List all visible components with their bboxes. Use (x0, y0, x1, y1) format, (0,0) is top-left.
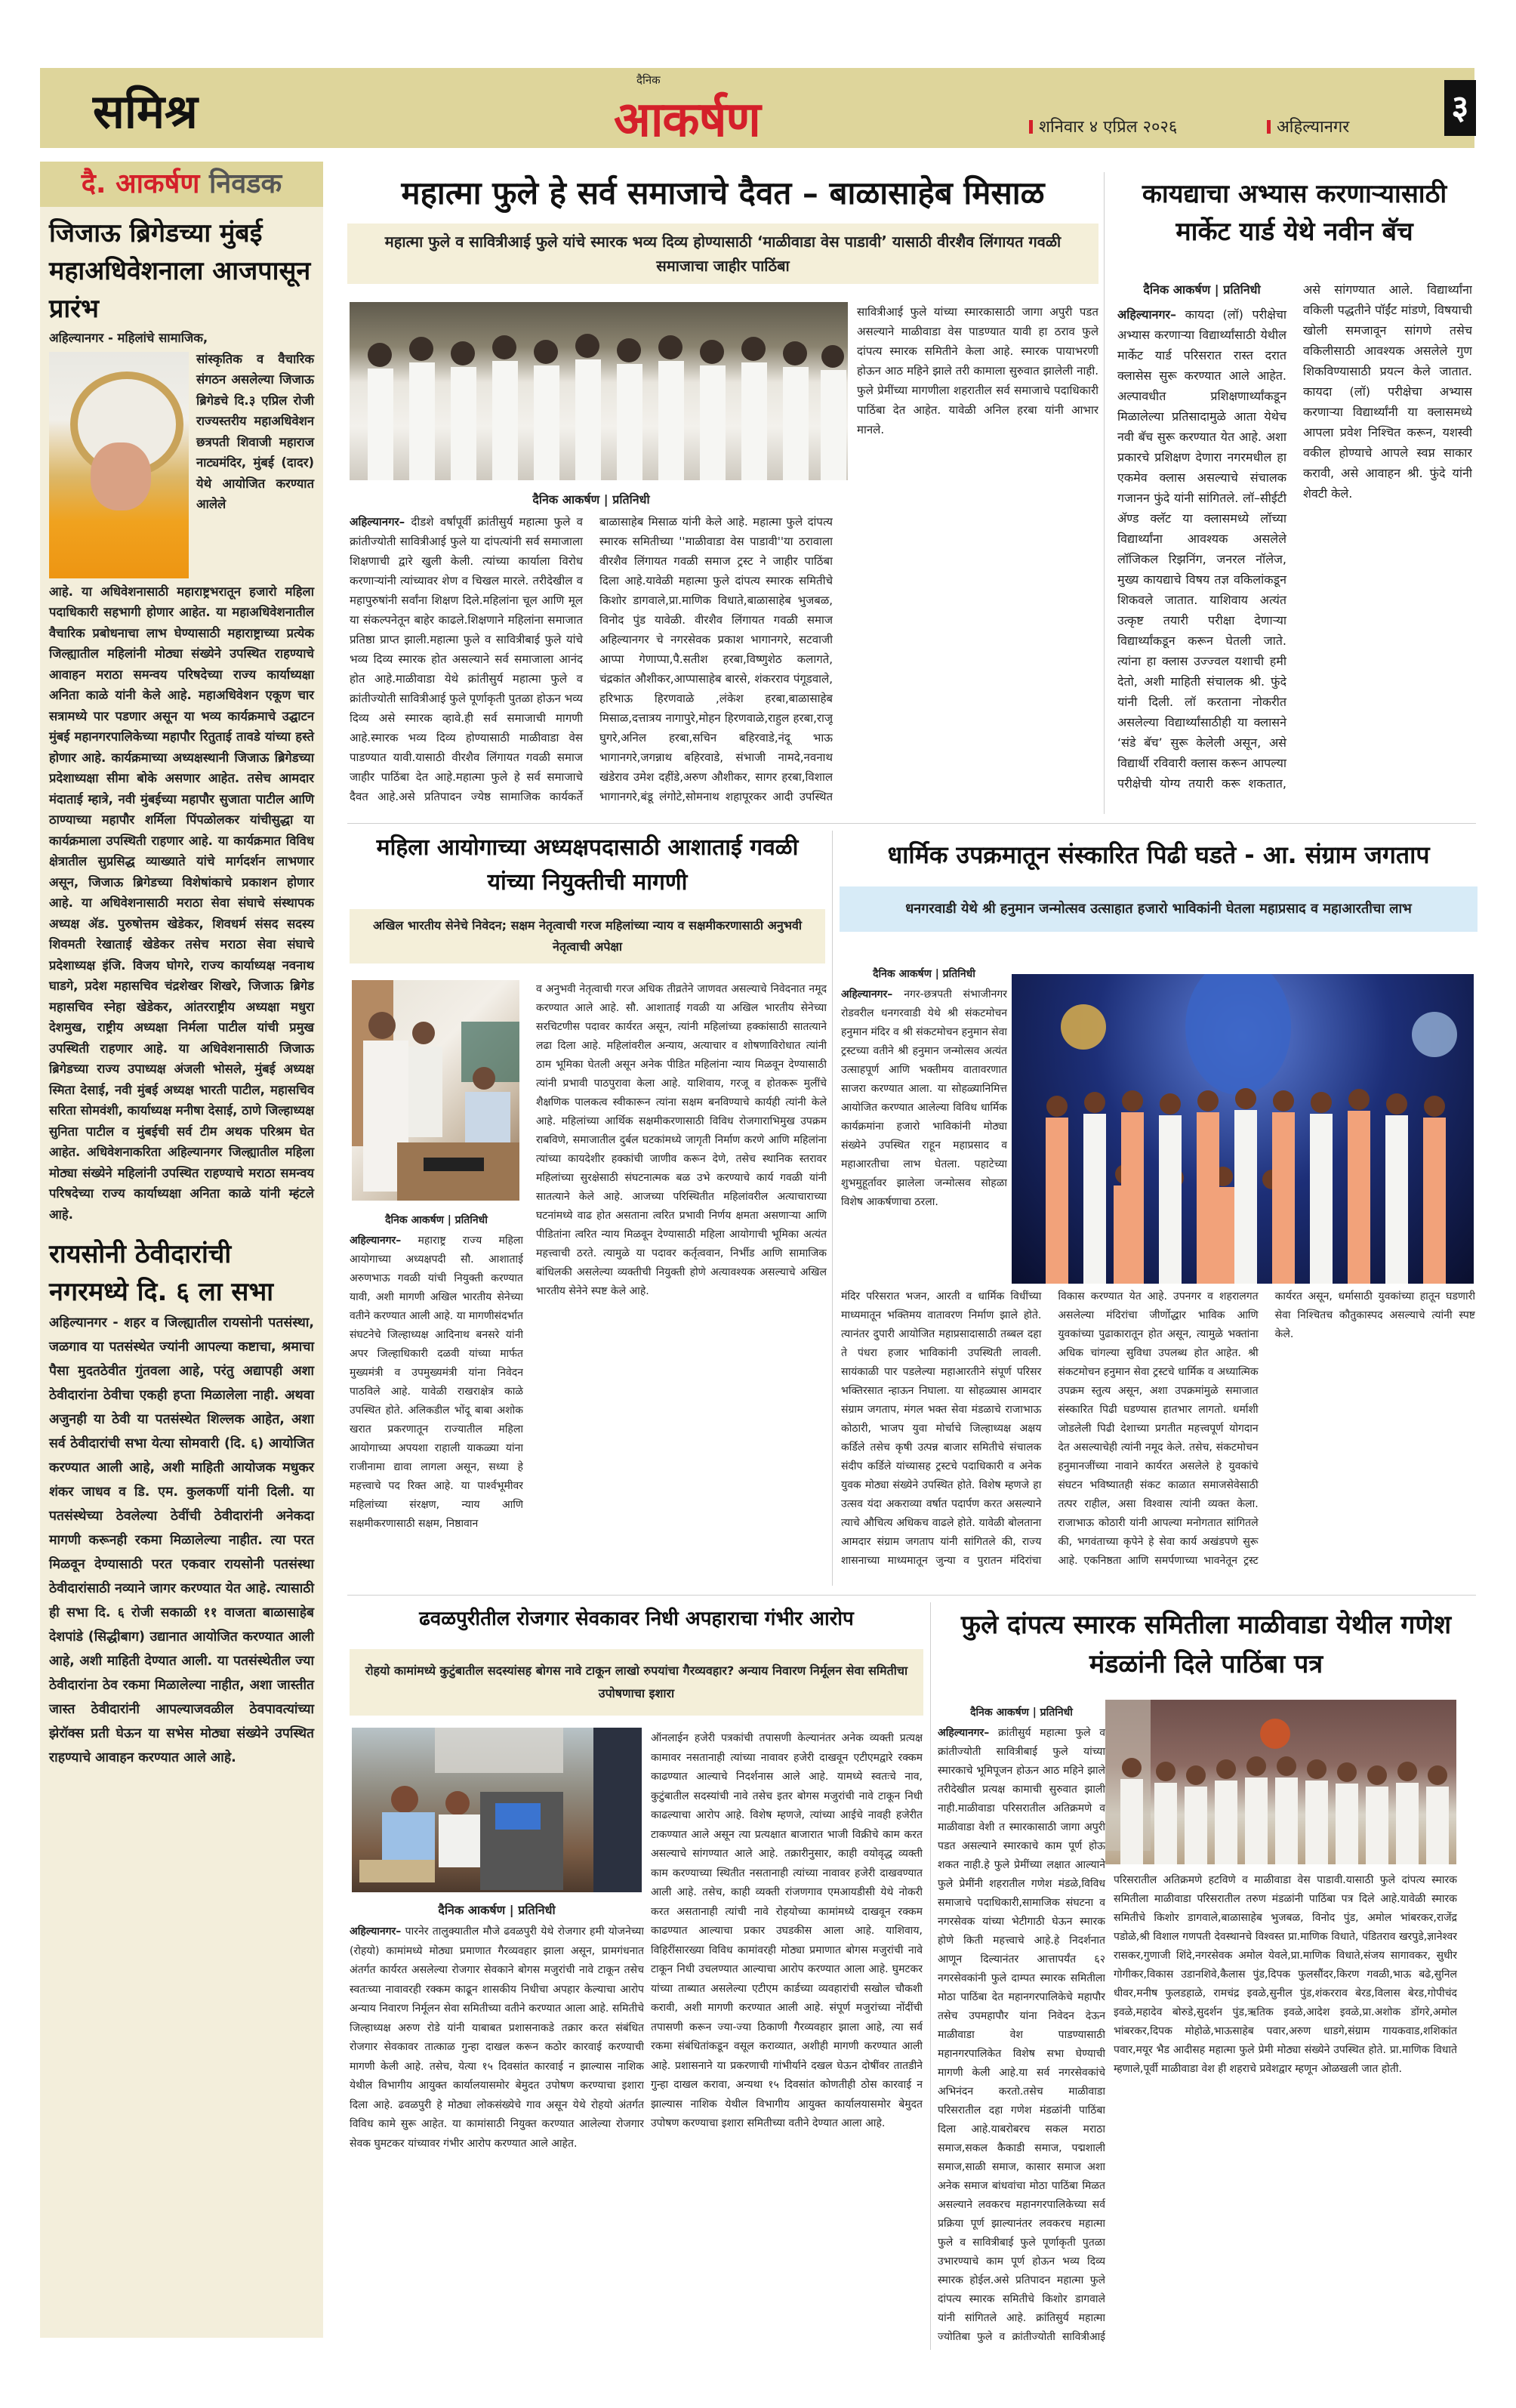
dharmik-deck: धनगरवाडी येथे श्री हनुमान जन्मोत्सव उत्साहात हजारो भाविकांनी घेतला महाप्रसाद व महाआरतीचा लाभ (840, 886, 1477, 932)
mahila-body-left-text: महाराष्ट्र राज्य महिला आयोगाच्या अध्यक्षपदी सौ. आशाताई अरुणभाऊ गवळी यांची नियुक्ती करण्यात यावी, अशी मागणी अखिल भारतीय सेनेच्या वतीने करण्यात आली आहे. या मागणीसंदर्भात संघटनेचे जिल्हाध्यक्ष आदिनाथ बनसरे यांनी अपर जिल्हाधिकारी दळवी यांच्या मार्फत मुख्यमंत्री व उपमुख्यमंत्री यांना निवेदन पाठविले आहे. यावेळी राखराक्षेत्र काळे उपस्थित होते. अलिकडील भोंदू बाबा अशोक खरात प्रकरणातून राज्यातील महिला आयोगाच्या अपयशा राहाली याकळ्या यांना राजीनामा द्यावा लागला असून, सध्या हे महत्त्वाचे पद रिक्त आहे. या पार्श्वभूमीवर महिलांच्या संरक्षण, न्याय आणि सक्षमीकरणासाठी सक्षम, निष्ठावान (350, 1235, 523, 1530)
mahila-headline: महिला आयोगाच्या अध्यक्षपदासाठी आशाताई गवळी यांच्या नियुक्तीची मागणी (376, 834, 799, 896)
ganesh-memorial-photo (1105, 1700, 1456, 1864)
rohayo-body-right: ऑनलाईन हजेरी पत्रकांची तपासणी केल्यानंतर अनेक व्यक्ती प्रत्यक्ष कामावर नसतानाही त्यांच्या नावावर हजेरी दाखवून एटीएमद्वारे रक्कम काढण्यात आल्याचे निदर्शनास आले आहे. यामध्ये स्वतःचे नाव, कुटुंबातील सदस्यांची नावे तसेच इतर बोगस मजुरांची नावे टाकून निधी काढल्याचा आरोप आहे. विशेष म्हणजे, त्यांच्या आईचे नावही हजेरीत टाकण्यात आले असून त्या प्रत्यक्षात बाजारात भाजी विक्रीचे काम करत असल्याचे सांगण्यात आले आहे. तक्रारीनुसार, काही वयोवृद्ध व्यक्ती काम करण्याच्या स्थितीत नसतानाही त्यांच्या नावावर हजेरी दाखवण्यात आली आहे. तसेच, काही व्यक्ती रांजणगाव एमआयडीसी येथे नोकरी करत असतानाही त्यांची नावे रोहयोच्या कामांमध्ये दाखवून रक्कम काढण्यात आल्याचा प्रकार उघडकीस आला आहे. याशिवाय, विहिरींसारख्या विविध कामांवरही मोठ्या प्रमाणात बोगस मजुरांची नावे टाकून निधी उचलण्यात आल्याचा आरोप करण्यात आला आहे. घुमटकर यांच्या ताब्यात असलेल्या एटीएम कार्डच्या व्यवहारांची सखोल चौकशी करावी, अशी मागणी करण्यात आली आहे. संपूर्ण मजुरांच्या नोंदींची तपासणी करून ज्या-ज्या ठिकाणी गैरव्यवहार झाला आहे, त्या सर्व रकमा संबंधितांकडून वसूल कराव्यात, अशीही मागणी करण्यात आली आहे. प्रशासनाने या प्रकरणाची गांभीर्याने दखल घेऊन दोषींवर तातडीने गुन्हा दाखल करावा, अन्यथा १५ दिवसांत कोणतीही ठोस कारवाई न झाल्यास नाशिक येथील विभागीय आयुक्त कार्यालयासमोर बेमुदत उपोषण करण्याचा इशारा समितीच्या वतीने देण्यात आला आहे. (651, 1732, 923, 2129)
phule-body-text-continued: सावित्रीआई फुले यांच्या स्मारकासाठी जागा अपुरी पडत असल्याने माळीवाडा वेस पाडण्यात यावी हा ठराव फुले दांपत्य स्मारक समितीने केला आहे. स्मारक पायाभरणी होऊन आठ महिने झाले तरी कामाला सुरुवात झालेली नाही. फुले प्रेमींच्या मागणीला शहरातील सर्व समाजाचे पदाधिकारी पाठिंबा देत आहेत. यावेळी अनिल हरबा यांनी आभार मानले. (857, 305, 1098, 436)
article-rohayo (350, 1602, 923, 1716)
newspaper-logo: आकर्षण (614, 91, 760, 148)
ganesh-body-left (938, 1724, 1105, 2348)
column-divider (832, 831, 833, 1586)
dharmik-bottom-wrap (841, 1287, 1475, 1586)
phule-body-text: दीडशे वर्षांपूर्वी क्रांतीसुर्य महात्मा फुले व क्रांतीज्योती सावित्रीआई फुले या दांपत्यांनी सर्व समाजाला शिक्षणाची द्वारे खुली केली. त्यांच्या कार्याला विरोध करणाऱ्यांनी त्यांच्यावर शेण व चिखल मारले. तरीदेखील व महापुरुषांनी सर्वांना शिक्षण दिले.महिलांना चूल आणि मूल या संकल्पनेतून बाहेर काढले.शिक्षणाने महिलांना समाजात प्रतिष्ठा प्राप्त झाली.महात्मा फुले व सावित्रीबाई फुले यांचे भव्य दिव्य स्मारक होत असल्याने सर्व समाजाला आनंद होत आहे.माळीवाडा येथे क्रांतीसुर्य महात्मा फुले व क्रांतीज्योती सावित्रीआई फुले पूर्णाकृती पुतळा होऊन भव्य दिव्य असे स्मारक व्हावे.ही सर्व समाजाची मागणी आहे.स्मारक भव्य दिव्य होण्यासाठी माळीवाडा वेस पाडण्यात यावी.यासाठी वीरशैव लिंगायत गवळी समाज जाहीर पाठिंबा देत आहे.महात्मा फुले हे सर्व समाजाचे दैवत आहे.असे प्रतिपादन ज्येष्ठ सामाजिक कार्यकर्ते बाळासाहेब मिसाळ यांनी केले आहे. महात्मा फुले दांपत्य स्मारक समितीच्या ''माळीवाडा वेस पाडावी''या ठरावाला वीरशैव लिंगायत गवळी समाज ट्रस्ट ने जाहीर पाठिंबा दिला आहे.यावेळी महात्मा फुले दांपत्य स्मारक समितीचे किशोर डागवाले,प्रा.माणिक विधाते,बाळासाहेब भुजबळ, विनोद पुंड यावेळी. वीरशैव लिंगायत गवळी समाज अहिल्यानगर चे नगरसेवक प्रकाश भागानगरे, सटवाजी आप्पा गेणाप्पा,पै.सतीश हरबा,विष्णुशेठ कलागते, चंद्रकांत औशीकर,आप्पासाहेब बारसे, शंकरराव पंगूडवाले, हरिभाऊ हिरणवाळे ,लंकेश हरबा,बाळासाहेब मिसाळ,दत्तात्रय नागापुरे,मोहन हिरणवाळे,राहुल हरबा,राजू घुगरे,अनिल हरबा,सचिन बहिरवाडे,नंदू भाऊ भागानगरे,जगन्नाथ बहिरवाडे, संभाजी नामदे,नवनाथ खंडेराव उमेश दहींडे,अरुण औशीकर, सागर हरबा,विशाल भागानगरे,बंडू लंगोटे,सोमनाथ शहापूरकर आदी उपस्थित (350, 515, 833, 803)
red-bar-icon (1029, 120, 1033, 134)
masthead (40, 68, 1474, 148)
jijau-headline: जिजाऊ ब्रिगेडच्या मुंबई महाअधिवेशनाला आजपासून प्रारंभ (49, 218, 311, 324)
column-label (40, 162, 323, 207)
dharmik-byline: दैनिक आकर्षण | प्रतिनिधी (873, 968, 975, 980)
issue-date (1029, 115, 1177, 137)
office-photo-illustration (352, 980, 519, 1201)
illustration-photo-illustration (352, 1728, 642, 1892)
law-byline: दैनिक आकर्षण | प्रतिनिधी (1143, 282, 1261, 297)
festival-photo-illustration (1012, 974, 1474, 1284)
mahila-body-left-wrap (350, 1207, 523, 1584)
rohayo-illustration-photo (352, 1728, 642, 1892)
phule-headline: महात्मा फुले हे सर्व समाजाचे दैवत – बाळासाहेब मिसाळ (401, 174, 1045, 211)
jijau-body: आहे. या अधिवेशनासाठी महाराष्ट्रभरातून हजारो महिला पदाधिकारी सहभागी होणार आहेत. या महाअधिवेशनातील वैचारिक प्रबोधनाचा लाभ घेण्यासाठी महाराष्ट्राच्या प्रत्येक जिल्ह्यातील महिलांनी मोठ्या संख्येने उपस्थित राहण्याचे आवाहन मराठा समन्वय परिषदेच्या राज्य कार्याध्यक्षा अनिता काळे यांनी केले आहे. महाअधिवेशन एकूण चार सत्रामध्ये पार पडणार असून या भव्य कार्यक्रमाचे उद्घाटन मुंबई महानगरपालिकेच्या महापौर रितुताई तावडे यांच्या हस्ते होणार आहे. कार्यक्रमाच्या अध्यक्षस्थानी जिजाऊ ब्रिगेडच्या प्रदेशाध्यक्षा सीमा बोके असणार आहेत. तसेच आमदार मंदाताई म्हात्रे, नवी मुंबईच्या महापौर सुजाता पाटील आणि ठाण्याच्या महापौर शर्मिला पिंपळोलकर यांचीसुद्धा या कार्यक्रमाला उपस्थिती राहणार आहे. या कार्यक्रमात विविध क्षेत्रातील सुप्रसिद्ध व्याख्याते यांचे मार्गदर्शन लाभणार असून, जिजाऊ ब्रिगेडच्या विशेषांकाचे प्रकाशन होणार आहे. या अधिवेशनासाठी मराठा सेवा संघाचे संस्थापक अध्यक्ष ॲड. पुरुषोत्तम खेडेकर, शिवधर्म संसद सदस्य शिवमती रेखाताई खेडेकर तसेच मराठा सेवा संघाचे प्रदेशाध्यक्ष इंजि. विजय घोगरे, राज्य कार्याध्यक्ष नवनाथ घाडगे, प्रदेश महासचिव चंद्रशेखर शिखरे, जिजाऊ ब्रिगेड महासचिव स्नेहा खेडेकर, आंतरराष्ट्रीय अध्यक्षा मधुरा देशमुख, राष्ट्रीय अध्यक्षा निर्मला पाटील यांची प्रमुख उपस्थिती राहणार आहे. या अधिवेशनासाठी जिजाऊ ब्रिगेडच्या राज्य उपाध्यक्ष अंजली भोसले, मुंबई अध्यक्ष स्मिता देसाई, नवी मुंबई अध्यक्ष भारती पाटील, महासचिव सरिता सोमवंशी, कार्याध्यक्ष मनीषा देसाई, ठाणे जिल्हाध्यक्ष सुनिता पाटील व मुंबईची सर्व टीम अथक परिश्रम घेत आहेत. अधिवेशनाकरिता अहिल्यानगर जिल्ह्यातील महिला मोठ्या संख्येने महिलांनी उपस्थित राहण्याचे मराठा समन्वय परिषदेच्या राज्य कार्याध्यक्षा अनिता काळे यांनी म्हंटले आहे. (49, 584, 314, 1222)
column-divider (1104, 172, 1105, 814)
ganesh-byline: दैनिक आकर्षण | प्रतिनिधी (970, 1707, 1073, 1719)
phule-dateline: अहिल्यानगर– (350, 515, 405, 529)
phule-group-photo (350, 302, 848, 480)
brand-prefix: दैनिक (636, 73, 661, 87)
rohayo-body-right-wrap (651, 1729, 923, 2348)
left-column (40, 162, 323, 2338)
article-ganesh (936, 1605, 1476, 1684)
left-stories (40, 207, 323, 1777)
rohayo-headline: ढवळपुरीतील रोजगार सेवकावर निधी अपहाराचा गंभीर आरोप (419, 1608, 854, 1630)
phule-body (350, 512, 833, 806)
mahila-deck: अखिल भारतीय सेनेचे निवेदन; सक्षम नेतृत्वाची गरज महिलांच्या न्याय व सक्षमीकरणासाठी अनुभवी नेतृत्वाची अपेक्षा (350, 909, 825, 964)
dharmik-body-bottom: मंदिर परिसरात भजन, आरती व धार्मिक विधींच्या माध्यमातून भक्तिमय वातावरण निर्माण झाले होते. त्यानंतर दुपारी आयोजित महाप्रसादासाठी तब्बल दहा ते पंधरा हजार भाविकांनी उपस्थिती लावली. सायंकाळी पार पडलेल्या महाआरतीने संपूर्ण परिसर भक्तिरसात न्हाऊन निघाला. या सोहळ्यास आमदार संग्राम जगताप, मंगल भक्त सेवा मंडळाचे राजाभाऊ कोठारी, भाजप युवा मोर्चाचे जिल्हाध्यक्ष अक्षय कर्डिले तसेच कृषी उत्पन्न बाजार समितीचे संचालक संदीप कर्डिले यांच्यासह ट्रस्टचे पदाधिकारी व अनेक युवक मोठ्या संख्येने उपस्थित होते. विशेष म्हणजे हा उत्सव यंदा अकराव्या वर्षात पदार्पण करत असल्याने त्याचे औचित्य अधिकच वाढले होते. यावेळी बोलताना आमदार संग्राम जगताप यांनी सांगितले की, राज्य शासनाच्या माध्यमातून जुन्या व पुरातन मंदिरांचा विकास करण्यात येत आहे. उपनगर व शहरालगत असलेल्या मंदिरांचा जीर्णोद्धार भाविक आणि युवकांच्या पुढाकारातून होत असून, त्यामुळे भक्तांना अधिक चांगल्या सुविधा उपलब्ध होत आहेत. श्री संकटमोचन हनुमान सेवा ट्रस्टचे धार्मिक व अध्यात्मिक उपक्रम स्तुत्य असून, अशा उपक्रमांमुळे समाजात संस्कारित पिढी घडण्यास हातभार लागतो. धर्माशी जोडलेली पिढी देशाच्या प्रगतीत महत्त्वपूर्ण योगदान देत असल्याचेही त्यांनी नमूद केले. तसेच, संकटमोचन हनुमानजींच्या नावाने कार्यरत असलेले हे युवकांचे संघटन भविष्यातही संकट काळात समाजसेवेसाठी तत्पर राहील, असा विश्वास त्यांनी व्यक्त केला. राजाभाऊ कोठारी यांनी आपल्या मनोगतात सांगितले की, भगवंताच्या कृपेने हे सेवा कार्य अखंडपणे सुरू आहे. एकनिष्ठता आणि समर्पणाच्या भावनेतून ट्रस्ट कार्यरत असून, धर्मासाठी युवकांच्या हातून घडणारी सेवा निश्चितच कौतुकास्पद असल्याचे त्यांनी स्पष्ट केले. (841, 1290, 1475, 1567)
ganesh-body-left-text: क्रांतीसुर्य महात्मा फुले व क्रांतीज्योती सावित्रीबाई फुले यांच्या स्मारकाचे भूमिपूजन होऊन आठ महिने झाले तरीदेखील प्रत्यक्ष कामाची सुरुवात झाली नाही.माळीवाडा परिसरातील अतिक्रमणे व माळीवाडा वेशी त स्मारकासाठी जागा अपुरी पडत असल्याने स्मारकाचे काम पूर्ण होऊ शकत नाही.हे फुले प्रेमींच्या लक्षात आल्याने फुले प्रेमींनी शहरातील गणेश मंडळे,विविध समाजाचे पदाधिकारी,सामाजिक संघटना व नगरसेवक यांच्या भेटीगाठी घेऊन स्मारक होणे किती महत्त्वाचे आहे.हे निदर्शनात आणून दिल्यानंतर आत्तापर्यंत ६२ नगरसेवकांनी फुले दाम्पत स्मारक समितीला मोठा पाठिंबा देत महानगरपालिकेचे महापौर तसेच उपमहापौर यांना निवेदन देऊन माळीवाडा वेश पाडण्यासाठी महानगरपालिकेत विशेष सभा घेण्याची मागणी केली आहे.या सर्व नगरसेवकांचे अभिनंदन करतो.तसेच माळीवाडा परिसरातील दहा गणेश मंडळांनी पाठिंबा दिला आहे.याबरोबरच सकल मराठा समाज,सकल कैकाडी समाज, पद्मशाली समाज,साळी समाज, कासार समाज अशा अनेक समाज बांधवांचा मोठा पाठिंबा मिळत असल्याने लवकरच महानगरपालिकेच्या सर्व प्रक्रिया पूर्ण झाल्यानंतर लवकरच महात्मा फुले व सावित्रीबाई फुले पूर्णाकृती पुतळा उभारण्याचे काम पूर्ण होऊन भव्य दिव्य स्मारक होईल.असे प्रतिपादन महात्मा फुले दांपत्य स्मारक समितीचे किशोर डागवाले यांनी सांगितले आहे. क्रांतिसुर्य महात्मा ज्योतिबा फुले व क्रांतीज्योती सावित्रीआई (938, 1727, 1105, 2343)
mahila-body-right-wrap (536, 980, 827, 1584)
ganesh-headline: फुले दांपत्य स्मारक समितीला माळीवाडा येथील गणेश मंडळांनी दिले पाठिंबा पत्र (960, 1610, 1452, 1679)
phule-byline: दैनिक आकर्षण | प्रतिनिधी (532, 492, 650, 507)
dharmik-body-top (841, 985, 1007, 1212)
ganesh-dateline: अहिल्यानगर– (938, 1727, 990, 1739)
article-phule (347, 172, 1098, 284)
issue-date-text: शनिवार ४ एप्रिल २०२६ (1039, 118, 1178, 137)
rohayo-body-left (350, 1922, 644, 2154)
ganesh-body-right: परिसरातील अतिक्रमणे हटविणे व माळीवाडा वेस पाडावी.यासाठी फुले दांपत्य स्मारक समितीला माळीवाडा परिसरातील तरुण मंडळांनी पाठिंबा पत्र दिले आहे.यावेळी स्मारक समितीचे किशोर डागवाले,बाळासाहेब भुजबळ, विनोद पुंड, अमोल भांबरकर,राजेंद्र पडोळे,श्री विशाल गणपती देवस्थानचे विश्वस्त प्रा.माणिक विधाते, पंडितराव खरपुडे,ज्ञानेश्वर रासकर,गुणाजी शिंदे,नगरसेवक अमोल येवले,प्रा.माणिक विधाते,संजय सागावकर, सुधीर गोगीकर,विकास उडानशिवे,कैलास पुंड,दिपक फुलसौंदर,किरण गवळी,भाऊ बढे,सुनिल धीवर,मनीष फुलडहाळे, रामचंद्र इवळे,सुनील पुंड,शंकरराव बेरड,विलास बेरड,गोपीचंद इवळे,महादेव बोरुडे,सुदर्शन पुंड,ऋतिक इवळे,आदेश इवळे,प्रा.अशोक डोंगरे,अमोल भांबरकर,दिपक मोहोळे,भाऊसाहेब पवार,अरुण धाडगे,संग्राम गायकवाड,शशिकांत पवार,मयूर भैड आदीसह महात्मा फुले प्रेमी मोठ्या संख्येने उपस्थित होते. प्रा.माणिक विधाते म्हणाले,पूर्वी माळीवाडा वेश ही शहराचे प्रवेशद्वार म्हणून ओळखली जात होती. (1114, 1874, 1457, 2075)
group-photo-illustration (350, 302, 848, 480)
law-headline: कायद्याचा अभ्यास करणाऱ्यासाठी मार्केट यार्ड येथे नवीन बॅच (1142, 179, 1447, 247)
section-name: समिश्र (93, 84, 198, 139)
raisoni-headline: रायसोनी ठेवीदारांची नगरमध्ये दि. ६ ला सभा (49, 1239, 274, 1307)
mahila-byline: दैनिक आकर्षण | प्रतिनिधी (385, 1214, 488, 1226)
edition-city-text: अहिल्यानगर (1277, 118, 1350, 137)
column-label-tag: निवडक (208, 168, 282, 199)
article-mahila (350, 831, 825, 964)
rohayo-dateline: अहिल्यानगर– (350, 1925, 402, 1938)
law-dateline: अहिल्यानगर– (1117, 307, 1177, 322)
phule-body-right (857, 302, 1098, 816)
rohayo-body-left-wrap (350, 1895, 644, 2348)
edition-city (1267, 115, 1349, 137)
phule-body-continued (857, 302, 1098, 439)
rohayo-deck: रोहयो कामांमध्ये कुटुंबातील सदस्यांसह बोगस नावे टाकून लाखो रुपयांचा गैरव्यवहार? अन्याय निवारण निर्मूलन सेवा समितीचा उपोषणाचा इशारा (350, 1649, 923, 1716)
law-body-text: कायदा (लॉ) परीक्षेचा अभ्यास करणाऱ्या विद्यार्थ्यांसाठी येथील मार्केट यार्ड परिसरात रास्त दरात क्लासेस सुरू करण्यात आले आहेत. अल्पावधीत प्रशिक्षणार्थ्यांकडून मिळालेल्या प्रतिसादामुळे आता येथेच नवी बॅच सुरू करण्यात येत आहे. अशा प्रकारचे प्रशिक्षण देणारा नगरमधील हा एकमेव क्लास असल्याचे संचालक गजानन फुंदे यांनी सांगितले. लॉ–सीईटी ॲण्ड क्लॅट या क्लासमध्ये लॉच्या विद्यार्थ्यांना आवश्यक असलेले लॉजिकल रिझनिंग, जनरल नॉलेज, मुख्य कायद्याचे विषय तज्ञ वकिलांकडून शिकवले जातात. याशिवाय अत्यंत उत्कृष्ट तयारी परीक्षा देणार्‍या विद्यार्थ्यांकडून करून घेतली जाते. त्यांना हा क्लास उज्ज्वल यशाची हमी देतो, अशी माहिती संचालक श्री. फुंदे यांनी दिली. लॉ करताना नोकरीत असलेल्या विद्यार्थ्यांसाठीही या क्लासने ‘संडे बॅच’ सुरू केलेली असून, असे विद्यार्थी रविवारी क्लास करून आपल्या परीक्षेची योग्य तयारी करू शकतात, असे सांगण्यात आले. विद्यार्थ्यांना वकिली पद्धतीने पॉईंट मांडणे, विषयाची खोली समजावून सांगणे तसेच वकिलीसाठी आवश्यक असलेले गुण शिकविण्यासाठी प्रयत्न केले जातात. कायदा (लॉ) परीक्षेचा अभ्यास करणाऱ्या विद्यार्थ्यांनी या क्लासमध्ये आपला प्रवेश निश्चित करून, यशस्वी वकील होण्याचे आपले स्वप्न साकार करावी, असे आवाहन श्री. फुंदे यांनी शेवटी केले. (1117, 282, 1472, 791)
article-dharmik (840, 835, 1477, 932)
mahila-body-right: व अनुभवी नेतृत्वाची गरज अधिक तीव्रतेने जाणवत असल्याचे निवेदनात नमूद करण्यात आले आहे. सौ. आशाताई गवळी या अखिल भारतीय सेनेच्या सरचिटणीस पदावर कार्यरत असून, त्यांनी महिलांच्या हक्कांसाठी सातत्याने लढा दिला आहे. महिलांवरील अन्याय, अत्याचार व शोषणाविरोधात त्यांनी ठाम भूमिका घेतली असून अनेक पीडित महिलांना न्याय मिळवून देण्यासाठी त्यांनी प्रभावी पाठपुरावा केला आहे. याशिवाय, गरजू व होतकरू मुलींचे शैक्षणिक पालकत्व स्वीकारून त्यांना सक्षम बनविण्याचे कार्यही त्यांनी केले आहे. महिलांच्या आर्थिक सक्षमीकरणासाठी विविध रोजगाराभिमुख उपक्रम राबविणे, समाजातील दुर्बल घटकांमध्ये जागृती निर्माण करणे आणि महिलांना त्यांच्या कायदेशीर हक्कांची जाणीव करून देणे, तसेच स्थानिक स्तरावर महिलांच्या सुरक्षेसाठी संघटनात्मक बळ उभे करण्याचे कार्य गवळी यांनी सातत्याने केले आहे. आजच्या परिस्थितीत महिलांवरील अत्याचाराच्या घटनांमध्ये वाढ होत असताना त्वरित प्रभावी निर्णय क्षमता असणाऱ्या आणि पीडितांना त्वरित न्याय मिळवून देण्यासाठी महिला आयोगाची भूमिका अत्यंत महत्त्वाची ठरते. त्यामुळे या पदावर कर्तृत्ववान, निर्भीड आणि सामाजिक बांधिलकी असलेल्या व्यक्तीची नियुक्ती होणे अत्यावश्यक असल्याचे अखिल भारतीय सेनेने स्पष्ट केले आहे. (536, 983, 827, 1297)
ganesh-body-right-wrap (1114, 1871, 1457, 2347)
article-law (1111, 175, 1477, 251)
rohayo-byline: दैनिक आकर्षण | प्रतिनिधी (438, 1903, 556, 1917)
mahila-office-photo (352, 980, 519, 1201)
section-divider (347, 823, 1476, 824)
section-divider (347, 1595, 1476, 1596)
column-divider (930, 1602, 931, 2350)
raisoni-body: अहिल्यानगर - शहर व जिल्ह्यातील रायसोनी पतसंस्था, जळगाव या पतसंस्थेत ज्यांनी आपल्या कष्टाचा, श्रमाचा पैसा मुदतठेवीत गुंतवला आहे, परंतु अद्यापही अशा ठेवीदारांना ठेवीचा एकही हप्ता मिळालेला नाही. अथवा अजुनही या ठेवी या पतसंस्थेत शिल्लक आहेत, अशा सर्व ठेवीदारांची सभा येत्या सोमवारी (दि. ६) आयोजित करण्यात आली आहे, अशी माहिती आयोजक मधुकर शंकर जाधव व डि. एम. कुलकर्णी यांनी दिली. या पतसंस्थेच्या ठेवलेल्या ठेवींची ठेवीदारांनी अनेकदा मागणी करूनही रकमा मिळालेल्या नाहीत. त्या परत मिळवून देण्यासाठी परत एकवार रायसोनी पतसंस्था ठेवीदारांसाठी नव्याने जागर करण्यात येत आहे. त्यासाठी ही सभा दि. ६ रोजी सकाळी ११ वाजता बाळासाहेब देशपांडे (सिद्धीबाग) उद्यानात आयोजित करण्यात आली आहे, अशी माहिती देण्यात आली. या पतसंस्थेतील ज्या ठेवीदारांना ठेव रकमा मिळालेल्या नाहीत, अशा जास्तीत जास्त ठेवीदारांनी आपल्याजवळील ठेवपावत्यांच्या झेरॉक्स प्रती घेऊन या सभेस मोठ्या संख्येने उपस्थित राहण्याचे आवाहन करण्यात आले आहे. (49, 1315, 314, 1765)
phule-deck: महात्मा फुले व सावित्रीआई फुले यांचे स्मारक भव्य दिव्य होण्यासाठी ‘माळीवाडा वेस पाडावी’ यासाठी वीरशैव लिंगायत गवळी समाजाचा जाहीर पाठिंबा (347, 224, 1098, 284)
red-bar-icon (1267, 120, 1271, 134)
jijau-beside-photo: सांस्कृतिक व वैचारिक संगठन असलेल्या जिजाऊ ब्रिगेडचे दि.३ एप्रिल रोजी राज्यस्तरीय महाअधिवेशन छत्रपती शिवाजी महाराज नाट्यमंदिर, मुंबई (दादर) येथे आयोजित करण्यात आलेले (196, 351, 314, 511)
mahila-dateline: अहिल्यानगर– (350, 1235, 402, 1247)
jijau-portrait-photo (49, 352, 189, 578)
column-label-brand: दै. आकर्षण (81, 168, 200, 199)
dharmik-dateline: अहिल्यानगर– (841, 988, 893, 1001)
ganesh-body-left-wrap (938, 1699, 1105, 2348)
mahila-body-left (350, 1232, 523, 1534)
dharmik-festival-photo (1012, 974, 1474, 1284)
phule-body-left (350, 485, 833, 813)
jijau-lead: अहिल्यानगर - महिलांचे सामाजिक, (49, 331, 208, 345)
page-number: ३ (1444, 80, 1476, 136)
rohayo-body-left-text: पारनेर तालुक्यातील मौजे ढवळपुरी येथे रोजगार हमी योजनेच्या (रोहयो) कामांमध्ये मोठ्या प्रमाणात गैरव्यवहार झाला असून, प्रामगंधनात अंतर्गत कार्यरत असलेल्या रोजगार सेवकाने बोगस मजुरांची नावे टाकून तसेच स्वतःच्या नावावरही रक्कम काढून शासकीय निधीचा अपहार केल्याचा आरोप अन्याय निवारण निर्मूलन सेवा समितीच्या वतीने करण्यात आला आहे. समितीचे जिल्हाध्यक्ष अरुण रोडे यांनी याबाबत प्रशासनाकडे तक्रार करत संबंधित रोजगार सेवकावर तात्काळ गुन्हा दाखल करून कठोर कारवाई करण्याची मागणी केली आहे. तसेच, येत्या १५ दिवसांत कारवाई न झाल्यास नाशिक येथील विभागीय आयुक्त कार्यालयासमोर बेमुदत उपोषण करण्याचा इशारा दिला आहे. ढवळपुरी हे मोठ्या लोकसंख्येचे गाव असून येथे रोहयो अंतर्गत विविध कामे सुरू आहेत. या कामांसाठी नियुक्त करण्यात आलेल्या रोजगार सेवक घुमटकर यांच्यावर गंभीर आरोप करण्यात आले आहेत. (350, 1925, 644, 2150)
dharmik-top-wrap (841, 967, 1007, 1284)
law-body (1117, 279, 1472, 808)
dharmik-body-top-text: नगर-छत्रपती संभाजीनगर रोडवरील धनगरवाडी येथे श्री संकटमोचन हनुमान मंदिर व श्री संकटमोचन हनुमान सेवा ट्रस्टच्या वतीने श्री हनुमान जन्मोत्सव अत्यंत उत्साहपूर्ण आणि भक्तीमय वातावरणात साजरा करण्यात आला. या सोहळ्यानिमित्त आयोजित करण्यात आलेल्या विविध धार्मिक कार्यक्रमांना हजारो भाविकांनी मोठ्या संख्येने उपस्थित राहून महाप्रसाद व महाआरतीचा लाभ घेतला. पहाटेच्या शुभमुहूर्तावर झालेला जन्मोत्सव सोहळा विशेष आकर्षणाचा ठरला. (841, 988, 1007, 1208)
dharmik-headline: धार्मिक उपक्रमातून संस्कारित पिढी घडते - आ. संग्राम जगताप (887, 840, 1430, 869)
law-body-wrap (1117, 279, 1472, 816)
memorial-photo-illustration (1105, 1700, 1456, 1864)
